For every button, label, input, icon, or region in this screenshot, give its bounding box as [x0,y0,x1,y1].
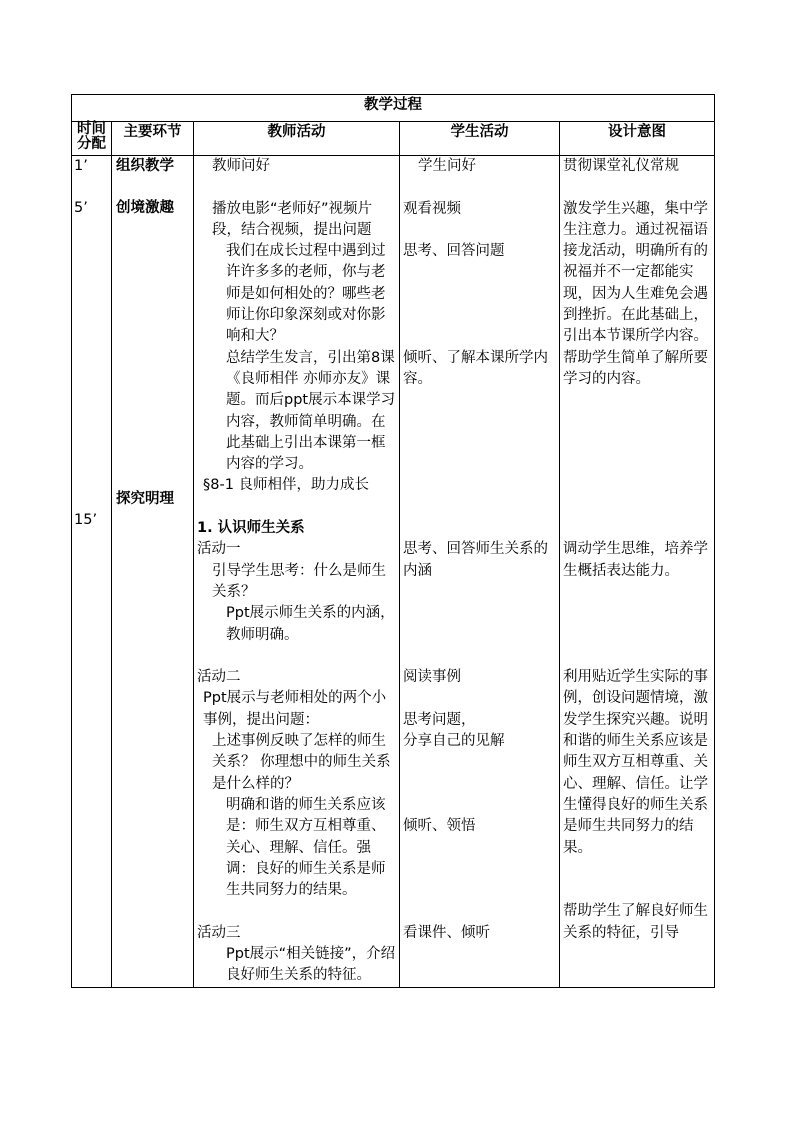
activity-2-a: Ppt展示与老师相处的两个小事例，提出问题： [203,690,387,728]
intent-understand: 帮助学生简单了解所要学习的内容。 [563,349,708,387]
time-2: 5’ [74,200,88,217]
time-column [72,156,112,988]
header-intent: 设计意图 [560,122,715,156]
intent-examples: 利用贴近学生实际的事例，创设问题情境，激发学生探究兴趣。说明和谐的师生关系应该是师生双方互相尊重、关心、理解、信任。让学生懂得良好的师生关系是师生共同努力的结果。 [563,669,708,856]
student-listen: 倾听、了解本课所学内容。 [403,349,548,387]
teacher-greet: 教师问好 [212,158,270,174]
time-1: 1’ [74,158,88,174]
activity-1-title: 活动一 [197,541,241,558]
activity-1-a: 引导学生思考：什么是师生关系？ [212,562,386,600]
intent-rule: 贯彻课堂礼仪常规 [563,158,679,174]
stage-column [112,156,194,988]
time-3: 15’ [74,511,98,528]
student-greet: 学生问好 [418,158,476,174]
student-share: 分享自己的见解 [403,733,505,750]
activity-3-a: Ppt展示“相关链接”，介绍良好师生关系的特征。 [226,945,396,984]
teacher-column [194,156,400,988]
student-read: 阅读事例 [403,669,461,686]
intent-help: 帮助学生了解良好师生关系的特征，引导 [563,903,708,941]
stage-1: 组织教学 [116,158,174,174]
table-row [72,156,715,988]
header-time: 时间分配 [72,122,112,156]
stage-2: 创境激趣 [116,200,174,217]
header-teacher: 教师活动 [194,122,400,156]
stage-3: 探究明理 [116,490,174,507]
student-think: 思考、回答问题 [403,243,505,260]
header-stage: 主要环节 [112,122,194,156]
teaching-process-table [71,94,715,988]
activity-2-c: 明确和谐的师生关系应该是：师生双方互相尊重、关心、理解、信任。强调：良好的师生关系是师生共同努力的结果。 [226,796,386,899]
table-title: 教学过程 [72,95,715,122]
activity-2-b: 上述事例反映了怎样的师生关系？ 你理想中的师生关系是什么样的？ [212,733,391,792]
student-view: 看课件、倾听 [403,924,490,941]
teacher-intro-3: 总结学生发言，引出第8课《良师相伴 亦师亦友》课题。而后ppt展示本课学习内容，教师简单明确。在此基础上引出本课第一框内容的学习。 [226,349,396,473]
student-think-2: 思考、回答师生关系的内涵 [403,541,548,579]
activity-2-title: 活动二 [197,669,241,686]
teacher-point-1: 1. 认识师生关系 [197,520,305,537]
intent-interest: 激发学生兴趣，集中学生注意力。通过祝福语接龙活动，明确所有的祝福并不一定都能实现，因为人生难免会遇到挫折。在此基础上，引出本节课所学内容。 [563,200,708,345]
intent-column [560,156,715,988]
student-listen-2: 倾听、领悟 [403,818,476,835]
intent-mobilize: 调动学生思维，培养学生概括表达能力。 [563,541,708,579]
teacher-intro-2: 我们在成长过程中遇到过许许多多的老师，你与老师是如何相处的？哪些老师让你印象深刻或对你影响和大？ [226,243,386,345]
activity-1-b: Ppt展示师生关系的内涵，教师明确。 [226,605,395,643]
header-student: 学生活动 [400,122,560,156]
teacher-section: §8-1 良师相伴，助力成长 [203,477,370,494]
activity-3-title: 活动三 [197,924,241,941]
teacher-intro-1: 播放电影“老师好”视频片段，结合视频，提出问题 [212,200,373,238]
student-watch: 观看视频 [403,200,461,217]
student-think-3: 思考问题， [403,711,476,728]
student-column [400,156,560,988]
